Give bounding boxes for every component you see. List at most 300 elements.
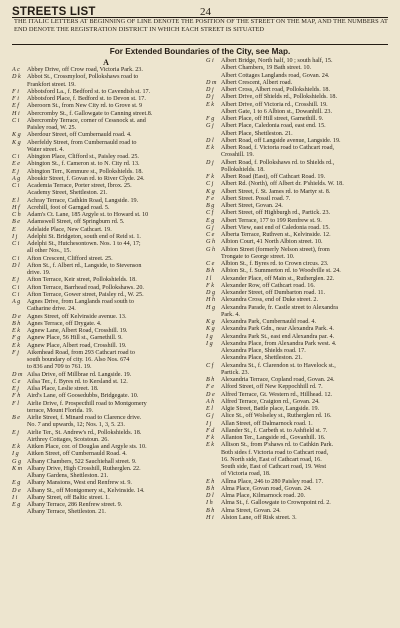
map-grid-code: C i [12,241,20,247]
street-entry [12,234,200,241]
map-grid-code: F h [12,393,21,400]
street-text: Alexandra Park Gdn., near Alexandra Park. 4. [221,326,334,333]
map-grid-code: K m [12,465,23,472]
street-text: Albert Street, Govan. 24. [221,203,283,209]
indent-spacer [206,370,221,377]
street-text: Ailsa Drive, off Millbrae rd. Langside. 19. [27,371,132,378]
map-grid-code: H h [206,297,216,304]
street-text: Water street. 4. [27,146,65,153]
map-grid-code: E g [206,217,215,224]
street-entry [12,176,200,183]
map-grid-code: E k [12,444,21,450]
street-text: Alston Lane, off Risk street. 3. [221,514,297,521]
map-grid-code: C e [206,261,215,267]
map-grid-code: B e [12,415,21,421]
street-entry [206,486,394,493]
indent-spacer [12,422,27,429]
map-grid-code: E k [12,328,21,334]
street-entry [206,247,394,254]
street-text: Albert Street. Possil road. 7. [221,195,291,202]
street-entry [206,276,394,283]
street-entry [206,312,394,319]
street-text: Albert Road, off Langside avenue, Langside. 19. [221,137,341,144]
street-entry [12,256,200,263]
street-entry [12,74,200,81]
page-number: 24 [200,6,211,18]
map-grid-code: D k [12,74,21,81]
street-entry [206,334,394,341]
street-text: Albert Street, f. St. James rd. to Martyr st. 8. [221,188,331,195]
street-entry [206,471,394,478]
street-entry [12,401,200,408]
street-text: Albany Terrace, Shettleston. 21. [27,509,106,516]
page-title: STREETS LIST [12,6,96,18]
street-text: Alma Street, Govan. 24. [221,507,281,514]
map-grid-code: D g [206,290,216,296]
street-entry [206,181,394,188]
street-text: Abington Terr., Kenmure st., Pollokshields. 18. [27,168,143,175]
map-grid-code: E k [206,442,215,449]
street-text: Alexander Row, off Cathcart road. 16. [221,282,315,289]
street-text: Afton Crescent, Clifford street. 25. [27,255,113,262]
indent-spacer [12,147,27,154]
street-text: Alexander Place, off Main st., Rutherglen. 22. [221,275,335,282]
street-entry [206,305,394,312]
map-grid-code: F l [12,400,19,407]
map-grid-code: D j [206,159,214,166]
street-text: all other Nos., 15. [27,248,72,255]
street-entry [12,415,200,422]
map-grid-code: H f [12,204,20,211]
street-text: Ailsa Ter., f. Byres rd. to Kersland st. 12. [27,378,128,385]
street-entry [12,372,200,379]
street-entry [12,364,200,371]
street-entry [206,479,394,486]
right-street-list [206,58,394,522]
map-grid-code: K g [206,319,215,325]
map-grid-code: F g [12,335,21,342]
street-entry [12,451,200,458]
section-letter: A [103,58,109,67]
street-entry [12,190,200,197]
map-grid-code: B e [12,219,21,226]
indent-spacer [12,509,27,516]
street-entry [206,73,394,80]
street-text: Achray Terrace, Cathkin Road, Langside. 19. [27,197,139,204]
street-text: Albert Place, Shettleston. 21. [221,130,293,137]
map-grid-code: G i [206,58,214,64]
street-text: Allander St., f. Carbeth st. to Ashfield st. 7. [221,427,328,434]
map-grid-code: D e [206,391,215,398]
map-grid-code: F k [206,282,215,289]
street-entry [12,161,200,168]
street-text: Allan Street, off Dalmarnock road. 1. [221,420,313,427]
map-grid-code: E h [206,478,215,485]
street-entry [206,370,394,377]
street-text: Abbotsford La., f. Bedford st. to Cavendish st. 17. [27,88,151,95]
indent-spacer [12,248,27,255]
street-text: Albany Mansions, West end Renfrew st. 9. [27,480,132,487]
street-entry [12,205,200,212]
street-entry [206,297,394,304]
map-grid-code: C j [206,181,214,188]
street-text: Crosshill. 19. [221,152,254,159]
street-text: Albany Drive, High Crosshill, Rutherglen. 22. [27,465,141,472]
street-text: Aird's Lane, off Goosedubbs, Bridgegate. 10. [27,393,139,400]
map-grid-code: C i [12,284,20,291]
street-text: Ailsa Place, Leslie street. 18. [27,386,99,392]
indent-spacer [206,355,221,362]
street-entry [206,232,394,239]
street-text: Adamswell Street, off Springburn rd. 5. [27,219,125,226]
street-text: Alexandra Cross, end of Duke street. 2. [221,297,319,304]
street-text: Allma Place, 246 to 280 Paisley road. 17. [221,478,323,485]
map-grid-code: G h [206,239,216,246]
street-entry [206,189,394,196]
street-text: Algie Street, Battle place, Langside. 19. [221,406,320,412]
street-text: Aberdour Street, off Cumbernauld road. 4. [27,132,132,139]
map-grid-code: G j [206,224,214,231]
street-entry [206,167,394,174]
map-grid-code: F i [12,96,19,102]
street-entry [12,509,200,516]
map-grid-code: F d [206,427,215,434]
map-grid-code: B h [206,377,215,383]
street-text: Albert Street, off Highburgh rd., Partick. 23. [221,210,331,217]
indent-spacer [206,109,221,116]
map-grid-code: F i [12,88,19,95]
street-text: Albany Street, off Baltic street. 1. [27,494,110,501]
street-text: terrace, Mount Florida. 19. [27,407,94,414]
right-column [206,58,394,522]
street-text: Acrehill, foot of Garngad road. 5. [27,204,110,211]
street-text: Partick. 23. [221,369,250,376]
street-text: Abington St., f. Cameron st. to N. City rd. 13. [27,161,140,168]
street-text: Alexandra Park St., east end Alexandra par. 4. [221,333,335,340]
map-grid-code: F e [206,384,215,391]
map-grid-code: D m [206,79,217,86]
map-grid-code: A c [12,67,20,73]
street-text: Albion St., f. Summerton rd. to Woodville st. 24. [221,268,341,275]
street-text: Afton Terrace, Gower street, Paisley rd., W. 25. [27,291,144,298]
street-entry [206,116,394,123]
map-grid-code: H i [12,110,20,117]
street-entry [12,422,200,429]
street-entry [206,94,394,101]
street-entry [206,109,394,116]
indent-spacer [206,471,221,478]
street-entry [12,82,200,89]
indent-spacer [12,82,27,89]
street-text: Both sides f. Victoria road to Cathcart road, [221,449,329,456]
street-entry [206,196,394,203]
street-entry [12,350,200,357]
street-entry [12,306,200,313]
map-grid-code: E l [12,197,19,204]
street-text: Aikenhead Road, from 293 Cathcart road to [27,349,135,356]
map-grid-code: I j [206,420,212,427]
street-text: Albert Drive, off Victoria rd., Crosshill. 19. [221,101,328,108]
street-entry [12,169,200,176]
street-entry [12,321,200,328]
street-text: Albion Street (formerly Nelson street), from [221,246,330,253]
street-text: Trongate to George street. 10. [221,253,295,260]
map-grid-code: B h [206,507,215,514]
street-entry [12,198,200,205]
street-text: Albion St., f. Byres rd. to Crown circus. 23. [221,261,329,267]
street-entry [12,488,200,495]
street-entry [12,437,200,444]
indent-spacer [12,437,27,444]
street-text: Agnew Lane, Albert Road, Crosshill. 19. [27,328,128,334]
map-grid-code: E g [12,480,21,487]
street-entry [12,118,200,125]
street-text: Albert Crescent, Albert road. [221,79,293,86]
map-grid-code: G j [206,413,214,420]
map-grid-code: I h [206,500,213,507]
map-grid-code: C e [206,232,215,238]
map-grid-code: K g [206,188,215,195]
map-grid-code: H g [206,304,216,311]
street-entry [206,450,394,457]
map-grid-code: E j [12,277,19,284]
street-text: Albert Cross, Albert road, Pollokshields. 18. [221,87,330,93]
map-grid-code: C i [12,183,20,189]
boundaries-note: For Extended Boundaries of the City, see Map. [109,47,291,56]
street-text: Academy Street, Shettleston. 21. [27,190,108,197]
street-entry [206,363,394,370]
street-entry [206,428,394,435]
street-entry [206,123,394,130]
indent-spacer [12,270,27,277]
map-grid-code: C e [12,378,21,385]
street-entry [206,384,394,391]
street-entry [12,328,200,335]
map-grid-code: E k [206,101,215,108]
street-text: Airlie Ter., St. Andrew's rd., Pollokshields. 18. [27,429,142,436]
map-grid-code: E l [206,406,213,412]
street-text: Albany St., off Montgomery st., Kelvinside. 14. [27,487,145,494]
street-entry [206,160,394,167]
street-text: Abercromby St., f. Gallowgate to Canning street.8. [27,110,153,117]
map-grid-code: E k [206,145,215,151]
street-text: Adam's Ct. Lane, 185 Argyle st. to Howard st. 10 [27,212,149,218]
street-entry [206,131,394,138]
street-text: Agnew Place, 56 Hill st., Garnethill. 9. [27,335,123,342]
street-text: Alexander Street, off Dumbarton road. 11. [221,290,326,296]
map-grid-code: F e [206,195,215,202]
street-text: Frankfort street. 19. [27,81,76,88]
street-text: Albany Terrace, 286 Renfrew street. 9. [27,502,123,508]
map-grid-code: D l [12,262,20,269]
map-grid-code: C i [12,255,20,262]
indent-spacer [206,450,221,457]
street-entry [206,239,394,246]
left-street-list [12,67,200,517]
street-text: Albert Place, off Hill street, Garnethill. 9. [221,116,324,122]
street-text: Alberta Terrace, Ruthven st., Kelvinside. 12. [221,232,331,238]
street-text: Airlie Street, f. Minard road to Clarence drive. [27,415,142,421]
street-text: Afton St., f. Albert rd., Langside, to Stevenson [27,262,142,269]
street-text: Alfred Terrace, Gt. Western rd., Hillhead. 12. [221,391,333,398]
street-text: Albert View, east end of Caledonia road. 15. [221,224,330,231]
street-text: Albert Bridge, North half, 10 ; south half, 15. [221,58,333,64]
street-text: Alexandria Terrace, Copland road, Govan. 24. [221,377,335,383]
street-entry [12,219,200,226]
street-entry [206,442,394,449]
street-text: Alma Place, Govan road, Govan. 24. [221,485,312,492]
map-grid-code: C f [206,210,214,217]
map-grid-code: E f [12,103,19,110]
street-text: Abbey Drive, off Crow road, Victoria Park. 23. [27,67,143,73]
street-entry [12,285,200,292]
street-text: Alfred Terrace, Craigton rd., Govan. 24. [221,398,320,405]
street-entry [12,147,200,154]
map-grid-code: A g [12,299,21,305]
map-grid-code: B h [206,485,215,492]
street-text: Albert Road, f. Victoria road to Cathcart road, [221,145,335,151]
indent-spacer [206,167,221,174]
street-text: No. 7 and upwards, 12; Nos. 1, 3, 5. 23. [27,422,125,429]
map-grid-code: C i [12,291,20,298]
street-text: Aitken Street, off Cumbernauld Road. 4. [27,451,127,458]
map-grid-code: G g [12,458,22,465]
street-text: Albert Cottages Langlands road, Govan. 24. [221,72,330,79]
street-text: Albert Place, Caledonia road, east end. 15. [221,123,326,130]
street-entry [206,392,394,399]
street-text: Alice St., off Wolseley st., Rutherglen rd. 16. [221,413,332,420]
street-text: to 836 and 709 to 761. 19. [27,364,92,371]
street-text: Alford Street, off New Keppochhill rd. 7. [221,384,323,391]
street-entry [12,466,200,473]
map-grid-code: A h [206,398,215,405]
map-grid-code: B h [12,320,21,327]
map-grid-code: B g [206,203,215,209]
map-grid-code: D l [206,137,214,144]
street-entry [206,102,394,109]
map-grid-code: C h [12,212,21,218]
street-entry [206,515,394,522]
street-entry [206,283,394,290]
street-text: Park. 4. [221,311,240,318]
street-text: Agnes Drive, from Langlands road south to [27,299,134,305]
indent-spacer [12,364,27,371]
street-text: Allanton Ter., Langside rd., Govanhill. 16. [221,435,326,441]
map-grid-code: I g [12,451,19,458]
street-entry [12,502,200,509]
street-text: Agnew Place, Albert road, Crosshill. 19. [27,342,127,349]
indent-spacer [206,312,221,319]
street-entry [12,292,200,299]
street-entry [206,341,394,348]
street-text: Albert Road, f. Pollokshaws rd. to Shields rd., [221,159,335,166]
indent-spacer [206,464,221,471]
map-grid-code: I i [12,494,18,501]
street-text: Albert Rd. (North), off Albert dr. P'shields. W. 18. [221,181,344,188]
indent-spacer [206,73,221,80]
street-text: Allison St., from P'shaws rd. to Cathkin Park. [221,442,334,449]
map-grid-code: I l [206,275,212,282]
map-grid-code: K g [12,132,21,139]
map-grid-code: F g [206,116,215,122]
street-text: South side, East of Cathcart road, 19. West [221,464,327,470]
street-entry [206,218,394,225]
indent-spacer [206,348,221,355]
map-grid-code: B h [206,268,215,275]
map-grid-code: I g [206,340,213,347]
map-grid-code: A g [12,175,21,182]
street-entry [12,183,200,190]
street-entry [206,421,394,428]
street-entry [12,459,200,466]
map-grid-code: F k [206,174,215,180]
street-text: of Victoria road, 18. [221,471,271,478]
street-entry [206,355,394,362]
street-text: Adelphi St., Hutchesontown. Nos. 1 to 44, 17; [27,241,141,247]
map-grid-code: E j [12,429,19,436]
map-grid-code: D j [206,94,214,101]
street-text: Agnes Street, off Kelvinside avenue. 13. [27,313,127,320]
street-text: drive. 19. [27,270,51,276]
street-text: Abbot St., Crossmyloof, Pollokshaws road to [27,74,139,81]
map-grid-code: D m [12,371,23,378]
map-grid-code: D e [12,487,21,494]
indent-spacer [12,408,27,415]
street-entry [12,335,200,342]
street-text: Adelphi St. Bridgeton, south end of Reid st. 1. [27,233,141,240]
street-entry [206,145,394,152]
street-entry [12,393,200,400]
intro-note: THE ITALIC LETTERS AT BEGINNING OF LINE DENOTE THE POSITION OF THE STREET ON THE MAP, AND THE NUMBERS AT END DENOTE THE REGISTRATION DISTRICT IN WHICH EACH STREET IS SITUATED [14,18,388,33]
indent-spacer [206,254,221,261]
map-grid-code: F k [206,435,215,441]
street-entry [12,495,200,502]
street-text: Alexandra Park, Cumbernauld road. 4. [221,319,316,325]
map-grid-code: E [12,226,16,233]
street-entry [206,58,394,65]
street-text: Afton Terrace, Keir street, Pollokshields. 18. [27,277,137,284]
street-text: Catharine drive. 24. [27,306,76,313]
street-entry [12,277,200,284]
street-entry [12,379,200,386]
street-text: Agnes Terrace, off Drygate. 4. [27,320,102,327]
street-entry [206,326,394,333]
indent-spacer [12,125,27,132]
street-entry [206,152,394,159]
map-grid-code: E j [12,168,19,175]
map-grid-code: E j [12,386,19,392]
street-entry [206,65,394,72]
street-entry [12,132,200,139]
street-text: Alexandra Place, from Alexandra Park west. 4. [221,340,337,347]
map-grid-code: C f [206,362,214,369]
street-entry [206,80,394,87]
map-grid-code: E g [12,502,21,508]
street-entry [12,227,200,234]
street-entry [12,314,200,321]
street-text: Academia Terrace, Porter street, Ibrox. 25. [27,183,132,189]
street-text: Airlie Drive, f. Prospecthill road to Montgomery [27,400,147,407]
indent-spacer [12,306,27,313]
street-entry [12,103,200,110]
street-text: Albert Terrace, 177 to 199 Renfrew st. 9. [221,217,322,224]
street-entry [12,140,200,147]
street-entry [12,248,200,255]
map-grid-code: E k [12,342,21,349]
street-text: Aberoorn St., from New City rd. to Grove st. 9 [27,103,143,110]
street-text: Albert Road (East), off Cathcart Road. 19. [221,174,326,180]
map-grid-code: I j [12,233,18,240]
